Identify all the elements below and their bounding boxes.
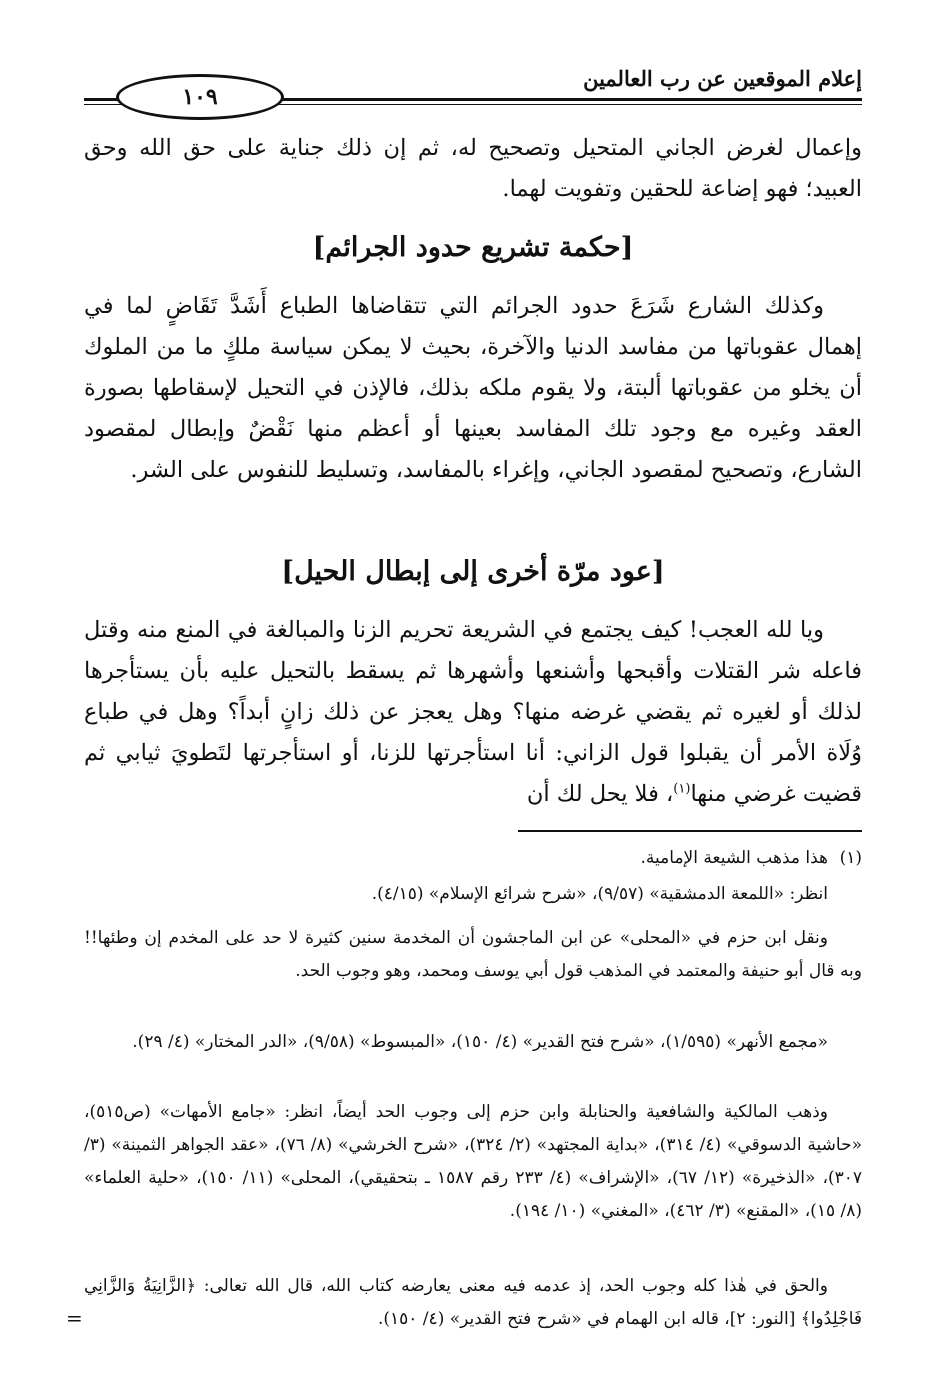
section-heading-1: [حكمة تشريع حدود الجرائم] [312, 232, 634, 263]
running-title: إعلام الموقعين عن رب العالمين [583, 66, 862, 91]
footnote-para-3 [84, 922, 862, 988]
footnote-sources-1 [84, 878, 862, 911]
footnote-1 [84, 842, 862, 875]
paragraph-3 [84, 610, 862, 815]
footnote-line-4: «مجمع الأنهر» (١/٥٩٥)، «شرح فتح القدير» (٤/ ١٥٠)، «المبسوط» (٩/٥٨)، «الدر المختار» (٤/ ٢٩). [132, 1032, 828, 1052]
footnote-separator [518, 830, 862, 832]
paragraph-block-3 [84, 610, 862, 815]
paragraph-3-text: ويا لله العجب! كيف يجتمع في الشريعة تحريم الزنا والمبالغة في المنع منه وقتل فاعله شر القتلات وأقبحها وأشنعها وأشهرها ثم يسقط بالتحيل عليه بأن يستأجرها لذلك أو لغيره ثم يقضي غرضه منها؟ وهل يعجز عن ذلك زانٍ أبداً؟ وهل في طباع وُلَاة الأمر أن يقبلوا قول الزاني: أنا استأجرتها للزنا، أو استأجرتها لتَطويَ ثيابي ثم قضيت غرضي منها [84, 617, 862, 807]
paragraph-3-tail: ، فلا يحل لك أن [526, 781, 674, 807]
footnote-line-2: انظر: «اللمعة الدمشقية» (٩/٥٧)، «شرح شرائع الإسلام» (٤/١٥). [371, 884, 828, 904]
footnote-line-6: والحق في هٰذا كله وجوب الحد، إذ عدمه فيه معنى يعارضه كتاب الله، قال الله تعالى: ﴿الزَّانِيَةُ وَالزَّانِي فَاجْلِدُوا﴾ [النور: ٢]، قاله ابن الهمام في «شرح فتح القدير» (٤/ ١٥٠). [84, 1276, 862, 1329]
page-header [84, 62, 862, 112]
footnote-para-6 [84, 1270, 862, 1336]
page-number: ١٠٩ [182, 84, 218, 110]
page-number-badge [116, 74, 284, 120]
section-heading-2: [عود مرّة أخرى إلى إبطال الحيل] [281, 556, 665, 587]
footnote-line-5: وذهب المالكية والشافعية والحنابلة وابن حزم إلى وجوب الحد أيضاً، انظر: «جامع الأمهات» (ص٥١٥)، «حاشية الدسوقي» (٤/ ٣١٤)، «بداية المجتهد» (٢/ ٣٢٤)، «شرح الخرشي» (٨/ ٧٦)، «عقد الجواهر الثمينة» (٣/ ٣٠٧)، «الذخيرة» (١٢/ ٦٧)، «الإشراف» (٤/ ٢٣٣ رقم ١٥٨٧ ـ بتحقيقي)، المحلى» (١١/ ١٥٠)، «حلية العلماء» (٨/ ١٥)، «المقنع» (٣/ ٤٦٢)، «المغني» (١٠/ ١٩٤). [84, 1102, 863, 1221]
paragraph-block-2 [84, 286, 862, 491]
continuation-mark: = [66, 1306, 83, 1330]
paragraph-1: وإعمال لغرض الجاني المتحيل وتصحيح له، ثم إن ذلك جناية على حق الله وحق العبيد؛ فهو إضاعة للحقين وتفويت لهما. [84, 135, 862, 202]
paragraph-continued [84, 128, 862, 210]
paragraph-2: وكذلك الشارع شَرَعَ حدود الجرائم التي تتقاضاها الطباع أَشَدَّ تَقَاضٍ لما في إهمال عقوباتها من مفاسد الدنيا والآخرة، بحيث لا يمكن سياسة ملكٍ ما من الملوك أن يخلو من عقوباتها ألبتة، ولا يقوم ملكه بذلك، فالإذن في التحيل لإسقاطها بصورة العقد وغيره مع وجود تلك المفاسد بعينها أو أعظم منها نَقْضٌ وإبطال لمقصود الشارع، وتصحيح لمقصود الجاني، وإغراء بالمفاسد، وتسليط للنفوس على الشر. [84, 293, 862, 483]
footnote-para-5 [84, 1096, 862, 1228]
footnote-reference[interactable]: (١) [673, 781, 691, 797]
footnote-1-text: هذا مذهب الشيعة الإمامية. [640, 848, 828, 868]
footnote-para-4 [84, 1026, 862, 1059]
footnote-number: (١) [839, 848, 862, 868]
footnote-line-3: ونقل ابن حزم في «المحلى» عن ابن الماجشون أن المخدمة سنين كثيرة لا حد على المخدم إن وطئها!! وبه قال أبو حنيفة والمعتمد في المذهب قول أبي يوسف ومحمد، وهو وجوب الحد. [84, 928, 862, 981]
